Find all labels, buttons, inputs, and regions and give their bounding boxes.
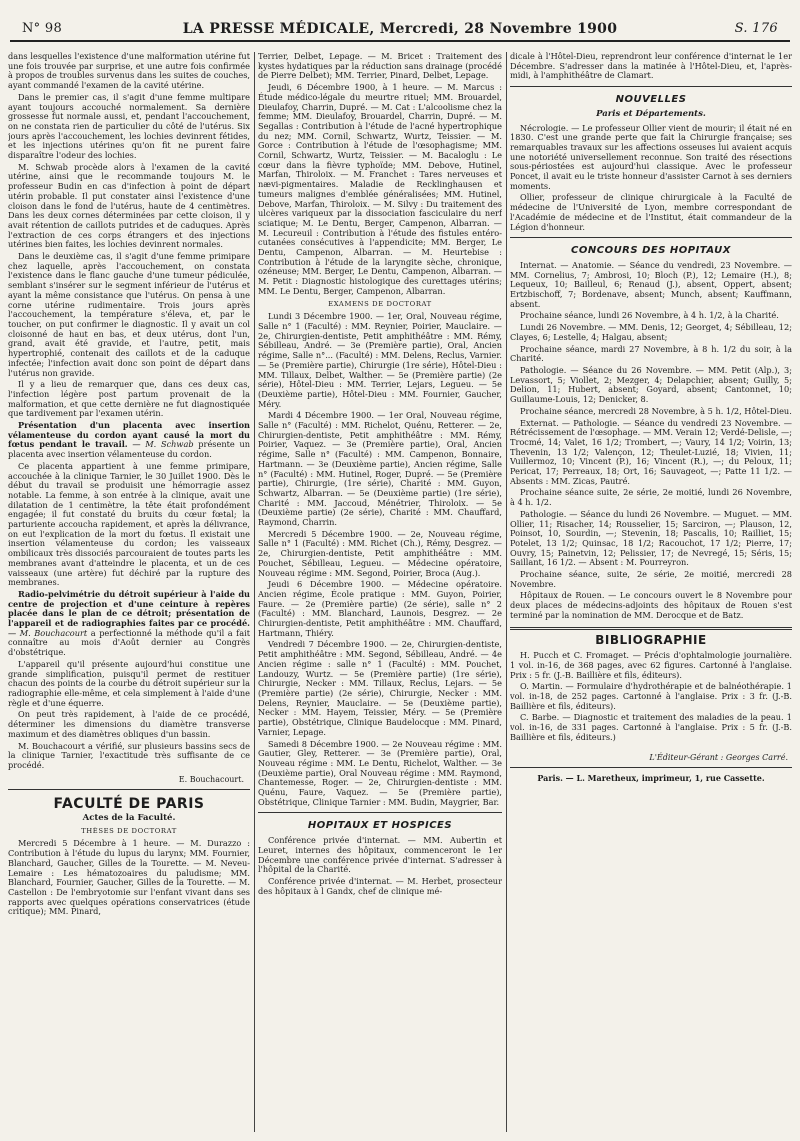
paragraph: Nécrologie. — Le professeur Ollier vient de mourir; il était né en 1830. C'est une grande perte que fait la Chirurgie française; ses remarquables travaux sur les affections osseuses lui avaient acquis une notoriété universellement reconnue. Son traité des résections sous-périostées est aujourd'hui classique. Avec le professeur Poncet, il avait eu le triste honneur d'assister Carnot à ses derniers moments. [510, 122, 792, 191]
section-title: BIBLIOGRAPHIE [595, 632, 707, 647]
subsection-title: Paris et Départements. [596, 108, 706, 119]
printer-credit: Paris. — L. Maretheux, imprimeur, 1, rue Cassette. [537, 773, 765, 784]
communication-title: Radio-pelvimétrie du détroit supérieur à l'aide du centre de projection et d'une ceinture à repères placée dans le plan de ce détroit; présentation de l'appareil et de radiographies faites par ce procédé. [8, 588, 250, 629]
page-header [8, 6, 792, 36]
paragraph: Ollier, professeur de clinique chirurgicale à la Faculté de médecine de l'Université de Lyon, membre correspondant de l'Académie de médecine et de l'Institut, était commandeur de la Légion d'honneur. [510, 192, 792, 232]
paragraph: dicale à l'Hôtel-Dieu, reprendront leur conférence d'internat le 1er Décembre. S'adresser dans la matinée à l'Hôtel-Dieu, et, l'après-midi, à l'amphithéâtre de Clamart. [510, 52, 792, 81]
paragraph-text: présente un placenta avec insertion vélamenteuse du cordon. [8, 439, 250, 460]
paragraph: Externat. — Pathologie. — Séance du vendredi 23 Novembre. — Rétrécissement de l'œsophage. — MM. Verain 12; Verdé-Delisle, —; Trocmé, 14; Valet, 16 1/2; Trombert, —; Vaury, 14 1/2; Voirin, 13; Thevenin, 13 1/2; Valençon, 12; Theulet-Luzié, 18; Vivien, 11; Vuillermoz, 10; Vincent (P.), 16; Vincent (R.), —; du Peloux, 11; Pericat, 17; Perreaux, 18; Ort, 16; Sauvageot, —; Patte 11 1/2. — Absents : MM. Zicas, Pautré. [510, 417, 792, 486]
paragraph: Internat. — Anatomie. — Séance du vendredi, 23 Novembre. — MM. Cornelius, 7; Ambrosi, 10; Bloch (P.), 12; Lemaire (H.), 8; Lequeux, 10; Bailleul, 6; Renaud (J.), absent, Oppert, absent; Ertzbischoff, 7; Bordenave, absent; Munch, absent; Kauffmann, absent. [510, 259, 792, 309]
bibliography-entry: C. Barbe. — Diagnostic et traitement des maladies de la peau. 1 vol. in-16, de 331 pages. Cartonné à l'anglaise. Prix : 5 fr. (J.-B. Baillière et fils, éditeurs.) [510, 712, 792, 742]
section-rule [510, 767, 792, 768]
paragraph [8, 590, 250, 658]
bibliography-entry: O. Martin. — Formulaire d'hydrothérapie et de balnéothérapie. 1 vol. in-18, de 252 pages. Cartonné à l'anglaise. Prix : 3 fr. (J.-B. Baillière et fils, éditeurs). [510, 681, 792, 711]
paragraph: Samedi 8 Décembre 1900. — 2e Nouveau régime : MM. Gautier, Gley, Retterer. — 3e (Première partie), Oral, Nouveau régime : MM. Le Dentu, Richelot, Walther. — 3e (Deuxième partie), Oral Nouveau régime : MM. Raymond, Chantemesse, Roger. — 2e, Chirurgien-dentiste : MM. Quénu, Faure, Vaquez. — 5e (Première partie), Obstétrique, Clinique Tarnier : MM. Budin, Maygrier, Bar. [258, 738, 502, 807]
paragraph: Conférence privée d'internat. — MM. Aubertin et Leuret, internes des hôpitaux, commenceront le 1er Décembre une conférence privée d'internat. S'adresser à l'hôpital de la Charité. [258, 835, 502, 875]
paragraph: Dans le deuxième cas, il s'agit d'une femme primipare chez laquelle, après l'accouchement, on constata l'existence dans le flanc gauche d'une tumeur pédiculée, semblant s'insérer sur le segment inférieur de l'utérus et ayant la même consistance que l'utérus. On pensa à une corne utérine rudimentaire. Trois jours après l'accouchement, la température s'éleva, et, par le toucher, on put confirmer le diagnostic. Il y avait un col cloisonné de haut en bas, et deux utérus, dont l'un, grand, avait été gravide, et l'autre, petit, mais hypertrophié, contenait des caillots et de la caduque infectée; l'infection avait donc son point de départ dans l'utérus non gravide. [8, 251, 250, 378]
paragraph: Lundi 3 Décembre 1900. — 1er, Oral, Nouveau régime, Salle n° 1 (Faculté) : MM. Reynier, Poirier, Mauclaire. — 2e, Chirurgien-dentiste, Petit amphithéâtre : MM. Rémy, Sébilleau, André. — 3e (Première partie), Oral, Ancien régime, Salle n°... (Faculté) : MM. Delens, Reclus, Varnier. — 5e (Première partie), Chirurgie (1re série), Hôtel-Dieu : MM. Tillaux, Delbet, Walther. — 5e (Première partie) (2e série), Hôtel-Dieu : MM. Terrier, Lejars, Legueu. — 5e (Deuxième partie), Hôtel-Dieu : MM. Fournier, Gaucher, Méry. [258, 311, 502, 409]
paragraph: Prochaine séance, mercredi 28 Novembre, à 5 h. 1/2, Hôtel-Dieu. [520, 405, 792, 416]
column-left [8, 52, 250, 1132]
paragraph: Ce placenta appartient à une femme primipare, accouchée à la clinique Tarnier, le 30 Juillet 1900. Dès le début du travail se produisit une hémorragie assez notable. La femme, à son entrée à la clinique, avait une dilatation de 1 centimètre, la tête était profondément engagée; il fut constaté du bruits du cœur fœtal; la parturiente accoucha rapidement, et après la délivrance, on eut l'explication de la mort du fœtus. Il existait une insertion vélamenteuse du cordon; les vaisseaux ombilicaux très dissociés parcouraient de toutes parts les membranes avant d'atteindre le placenta, et un de ces vaisseaux (une artère) fut déchiré par la rupture des membranes. [8, 460, 250, 588]
section-rule [510, 86, 792, 87]
paragraph: Pathologie. — Séance du lundi 26 Novembre. — Muguet. — MM. Ollier, 11; Risacher, 14; Rousselier, 15; Sarciron, —; Plauson, 12, Poinsot, 10, Sourdin, —; Stevenin, 18; Pascalis, 10; Railliet, 15; Potelet, 13 1/2; Quinsac, 18 1/2; Racouchot, 17 1/2; Pierre, 17; Ouvry, 15; Painetvin, 12; Pelissier, 17; de Nevregé, 15; Séris, 15; Saillant, 16 1/2. — Absent : M. Pourreyron. [510, 508, 792, 568]
column-middle [258, 52, 502, 1132]
subsection-title: Actes de la Faculté. [82, 813, 176, 824]
section-rule [510, 627, 792, 630]
paragraph: Vendredi 7 Décembre 1900. — 2e, Chirurgien-dentiste, Petit amphithéâtre : MM. Segond, Sébilleau, André. — 4e Ancien régime : salle n° 1 (Faculté) : MM. Pouchet, Landouzy, Wurtz. — 5e (Première partie) (1re série), Chirurgie, Necker : MM. Tillaux, Reclus, Lejars. — 5e (Première partie) (2e série), Chirurgie, Necker : MM. Delens, Reynier, Mauclaire. — 5e (Deuxième partie), Necker : MM. Hayem, Teissier, Méry. — 5e (Première partie), Obstétrique, Clinique Baudelocque : MM. Pinard, Varnier, Lepage. [258, 639, 502, 737]
paragraph: On peut très rapidement, à l'aide de ce procédé, déterminer les dimensions du diamètre transverse maximum et des diamètres obliques d'un bassin. [8, 709, 250, 739]
subsection-label: EXAMENS DE DOCTORAT [328, 299, 432, 308]
section-rule [510, 237, 792, 238]
paragraph: Pathologie. — Séance du 26 Novembre. — MM. Petit (Alp.), 3; Levassort, 5; Viollet, 2; Mezger, 4; Delapchier, absent; Guilly, 5; Delion, 11; Hubert, absent; Goyard, absent; Cantonnet, 10; Guillaume-Louis, 12; Denicker, 8. [510, 364, 792, 405]
paragraph: Prochaine séance, mardi 27 Novembre, à 8 h. 1/2 du soir, à la Charité. [510, 343, 792, 364]
paragraph: Prochaine séance suite, 2e série, 2e moitié, lundi 26 Novembre, à 4 h. 1/2. [510, 487, 792, 508]
paragraph: dans lesquelles l'existence d'une malformation utérine fut une fois trouvée par surprise, et une autre fois confirmée à propos de troubles survenus dans les suites de couches, ayant commandé l'examen de la cavité utérine. [8, 52, 250, 91]
communication-author: — M. Bouchacourt [8, 627, 88, 638]
masthead-title: LA PRESSE MÉDICALE, Mercredi, 28 Novembre 1900 [182, 21, 618, 37]
column-divider [254, 52, 255, 1132]
communication-author: — M. Schwab [132, 439, 194, 450]
column-right [510, 52, 792, 1132]
paragraph: Dans le premier cas, il s'agit d'une femme multipare ayant toujours accouché normalement. Sa dernière grossesse fut normale aussi, et, pendant l'accouchement, on ne constata rien de particulier du côté de l'utérus. Six jours après l'accouchement, les lochies devinrent fétides, et les injections utérines qu'on fit ne purent faire disparaître l'odeur des lochies. [8, 91, 250, 161]
paragraph: Prochaine séance, lundi 26 Novembre, à 4 h. 1/2, à la Charité. [520, 310, 779, 321]
paragraph: L'appareil qu'il présente aujourd'hui constitue une grande simplification, puisqu'il permet de restituer chacun des points de la courbe du détroit supérieur sur la radiographie elle-même, et cela simplement à l'aide d'une règle et d'une équerre. [8, 658, 250, 708]
paragraph: Jeudi, 6 Décembre 1900, à 1 heure. — M. Marcus : Étude médico-légale du meurtre rituel; MM. Brouardel, Dieulafoy, Charrin, Dupré. — M. Cat : L'alcoolisme chez la femme; MM. Dieulafoy, Brouardel, Charrin, Dupré. — M. Segallas : Contribution à l'étude de l'acné hypertrophique du nez; MM. Cornil, Schwartz, Wurtz, Teissier. — M. Gorce : Contribution à l'étude de l'œsophagisme; MM. Cornil, Schwartz, Wurtz, Teissier. — M. Bacaloglu : Le cœur dans la fièvre typhoïde; MM. Debove, Hutinel, Marfan, Thiroloix. — M. Franchet : Tares nerveuses et nævi-pigmentaires. Maladie de Recklinghausen et tumeurs malignes d'emblée généralisées; MM. Hutinel, Debove, Marfan, Thiroloix. — M. Silvy : Du traitement des ulcères variqueux par la dissociation fasciculaire du nerf sciatique; M. Le Dentu, Berger, Campenon, Albarran. — M. Lecureuil : Contribution à l'étude des fistules entéro-cutanées consécutives à l'appendicite; MM. Berger, Le Dentu, Campenon, Albarran. — M. Heurtebise : Contribution à l'étude de la laryngite sèche, chronique, ozéneuse; MM. Berger, Le Dentu, Campenon, Albarran. — M. Petit : Diagnostic histologique des curettages utérins; MM. Le Dentu, Berger, Campenon, Albarran. [258, 82, 502, 296]
section-rule [258, 812, 502, 813]
subsection-label: THÈSES DE DOCTORAT [81, 826, 177, 835]
bibliography-entry: H. Pucch et C. Fromaget. — Précis d'ophtalmologie journalière. 1 vol. in-16, de 368 pages, avec 62 figures. Cartonné à l'anglaise. Prix : 5 fr. (J.-B. Baillière et fils, éditeurs). [510, 650, 792, 680]
paragraph [8, 421, 250, 460]
paragraph-text: a perfectionné la méthode qu'il a fait connaître au mois d'Août dernier au Congrès d'obstétrique. [8, 627, 250, 658]
paragraph: M. Bouchacourt a vérifié, sur plusieurs bassins secs de la clinique Tarnier, l'exactitude très suffisante de ce procédé. [8, 740, 250, 770]
header-rule [10, 40, 790, 42]
paragraph: Conférence privée d'internat. — M. Herbet, prosecteur des hôpitaux à l Gandx, chef de clinique mé- [258, 875, 502, 896]
column-divider [506, 52, 507, 1132]
section-title: NOUVELLES [615, 94, 687, 106]
paragraph: Prochaine séance, suite, 2e série, 2e moitié, mercredi 28 Novembre. [510, 569, 792, 589]
paragraph: Lundi 26 Novembre. — MM. Denis, 12; Georget, 4; Sébilleau, 12; Clayes, 6; Lestelle, 4; Halgau, absent; [510, 322, 792, 342]
paragraph: Il y a lieu de remarquer que, dans ces deux cas, l'infection légère post partum provenait de la malformation, et que cette dernière ne fut diagnostiquée que tardivement par l'examen utérin. [8, 379, 250, 419]
paragraph: Terrier, Delbet, Lepage. — M. Bricet : Traitement des kystes hydatiques par la réduction sans drainage (procédé de Pierre Delbet); MM. Terrier, Pinard, Delbet, Lepage. [258, 52, 502, 81]
paragraph: M. Schwab procède alors à l'examen de la cavité utérine, ainsi que le recommande toujours M. le professeur Budin en cas d'infection à point de départ utérin probable. Il put constater ainsi l'existence d'une cloison dans le fond de l'utérus, haute de 4 centimètres. Dans les deux cornes déterminées par cette cloison, il y avait rétention de caillots putrides et de caduques. Après l'extraction de ces corps étrangers et des injections utérines bien faites, les lochies devinrent normales. [8, 161, 250, 250]
paragraph: Hôpitaux de Rouen. — Le concours ouvert le 8 Novembre pour deux places de médecins-adjoints des hôpitaux de Rouen s'est terminé par la nomination de MM. Derocque et de Batz. [510, 590, 792, 620]
page-number: S. 176 [734, 21, 778, 36]
paragraph: Jeudi 6 Décembre 1900. — Médecine opératoire. Ancien régime, École pratique : MM. Guyon, Poirier, Faure. — 2e (Première partie) (2e série), salle n° 2 (Faculté) : MM. Blanchard, Launois, Desgrez. — 2e Chirurgien-dentiste, Petit amphithéâtre : MM. Chauffard, Hartmann, Thiéry. [258, 579, 502, 638]
editor-credit: L'Éditeur-Gérant : Georges Carré. [649, 752, 788, 762]
section-title: HOPITAUX ET HOSPICES [307, 820, 453, 832]
section-rule [8, 789, 250, 790]
issue-number: N° 98 [22, 21, 63, 36]
communication-title: Présentation d'un placenta avec insertion vélamenteuse du cordon ayant causé la mort du fœtus pendant le travail. [8, 420, 250, 450]
section-title: FACULTÉ DE PARIS [53, 796, 205, 813]
author-signature: E. Bouchacourt. [178, 774, 244, 784]
paragraph: Mardi 4 Décembre 1900. — 1er Oral, Nouveau régime, Salle n° (Faculté) : MM. Richelot, Quénu, Retterer. — 2e, Chirurgien-dentiste, Petit amphithéâtre : MM. Rémy, Poirier, Vaquez. — 3e (Première partie), Oral, Ancien régime, Salle n° (Faculté) : MM. Campenon, Bonnaire, Hartmann. — 3e (Deuxième partie), Ancien régime, Salle n° (Faculté) : MM. Hutinel, Roger, Dupré. — 5e (Première partie), Chirurgie, (1re série), Charité : MM. Guyon, Schwartz, Albarran. — 5e (Deuxième partie) (1re série), Charité : MM. Jaccoud, Ménétrier, Thiroloix. — 5e (Deuxième partie) (2e série), Charité : MM. Chauffard, Raymond, Charrin. [258, 410, 502, 528]
paragraph: Mercredi 5 Décembre 1900. — 2e, Nouveau régime, Salle n° 1 (Faculté) : MM. Richet (Ch.), Rémy, Desgrez. — 2e, Chirurgien-dentiste, Petit amphithéâtre : MM. Pouchet, Sébilleau, Legueu. — Médecine opératoire, Nouveau régime : MM. Segond, Poirier, Broca (Aug.). [258, 528, 502, 578]
section-title: CONCOURS DES HOPITAUX [571, 245, 731, 257]
paragraph: Mercredi 5 Décembre à 1 heure. — M. Durazzo : Contribution à l'étude du lupus du larynx; MM. Fournier, Blanchard, Gaucher, Gilles de la Tourette. — M. Neveu-Lemaire : Les hématozoaires du paludisme; MM. Blanchard, Fournier, Gaucher, Gilles de la Tourette. — M. Castellon : De l'embryotomie sur l'enfant vivant dans ses rapports avec quelques opérations conservatrices (étude critique); MM. Pinard, [8, 838, 250, 917]
